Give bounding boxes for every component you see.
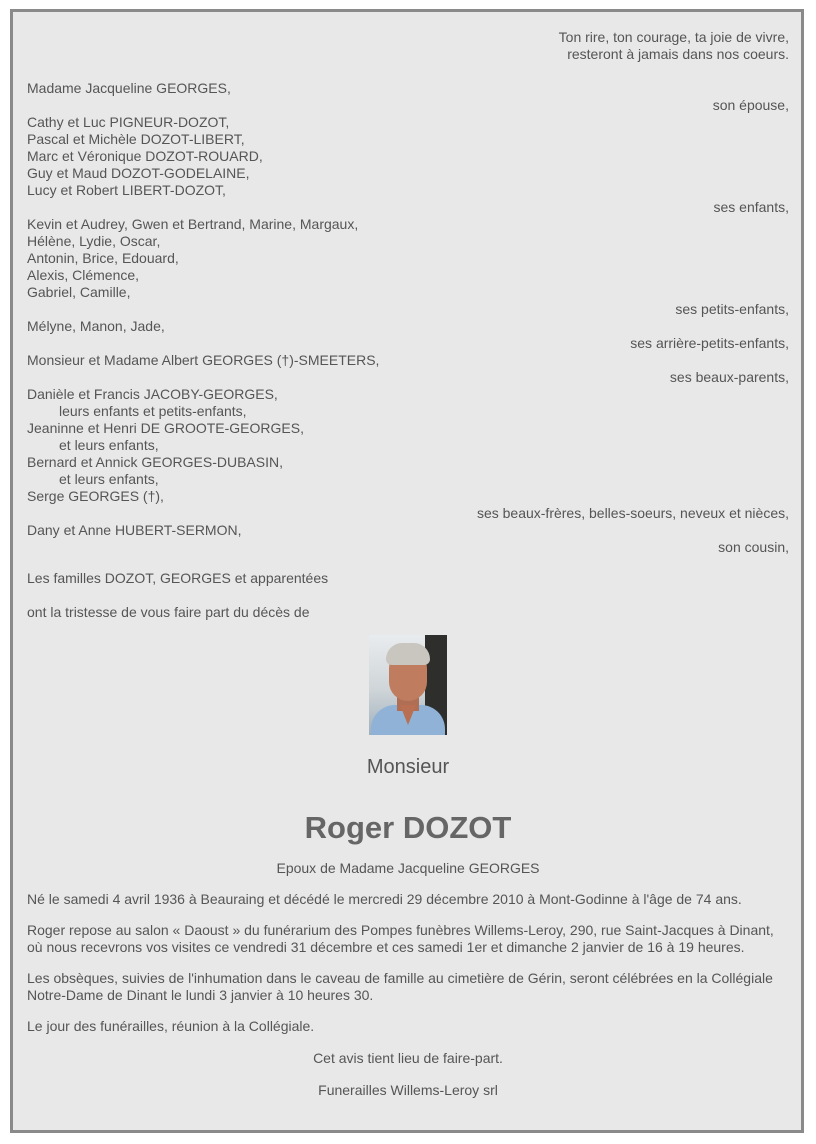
epigraph: [27, 29, 789, 63]
child-line: Lucy et Robert LIBERT-DOZOT,: [27, 182, 226, 198]
obituary-card: [10, 9, 804, 1133]
cousin: Dany et Anne HUBERT-SERMON,: [27, 522, 242, 538]
notice-line: Cet avis tient lieu de faire-part.: [313, 1050, 503, 1066]
spouse-name: Madame Jacqueline GEORGES,: [27, 80, 231, 96]
obituary-content: [27, 12, 789, 1099]
parents-in-law: Monsieur et Madame Albert GEORGES (†)-SMEETERS,: [27, 352, 380, 368]
in-law-line: Jeaninne et Henri DE GROOTE-GEORGES,: [27, 420, 304, 436]
in-law-line: Danièle et Francis JACOBY-GEORGES,: [27, 386, 278, 402]
grandchild-line: Kevin et Audrey, Gwen et Bertrand, Marine, Margaux,: [27, 216, 359, 232]
in-law-line: leurs enfants et petits-enfants,: [59, 403, 247, 419]
in-law-line: Serge GEORGES (†),: [27, 488, 164, 504]
announcement-line: ont la tristesse de vous faire part du décès de: [27, 604, 310, 620]
child-line: Guy et Maud DOZOT-GODELAINE,: [27, 165, 250, 181]
spouse-line: Epoux de Madame Jacqueline GEORGES: [276, 860, 540, 876]
grandchild-line: Alexis, Clémence,: [27, 267, 140, 283]
great-grandchildren: Mélyne, Manon, Jade,: [27, 318, 165, 334]
grandchild-line: Antonin, Brice, Edouard,: [27, 250, 179, 266]
funeral-paragraph: Les obsèques, suivies de l'inhumation dans le caveau de famille au cimetière de Gérin, seront célébrées en la Collégiale Notre-Dame de Dinant le lundi 3 janvier à 10 heures 30.: [27, 970, 773, 1003]
spouse-role: son épouse,: [712, 97, 789, 113]
grandchildren-role: ses petits-enfants,: [675, 301, 789, 317]
photo-container: [27, 635, 789, 735]
reunion-paragraph: Le jour des funérailles, réunion à la Collégiale.: [27, 1018, 315, 1034]
in-law-line: Bernard et Annick GEORGES-DUBASIN,: [27, 454, 283, 470]
child-line: Pascal et Michèle DOZOT-LIBERT,: [27, 131, 245, 147]
grandchild-line: Hélène, Lydie, Oscar,: [27, 233, 161, 249]
cousin-role: son cousin,: [718, 539, 789, 555]
children-role: ses enfants,: [713, 199, 789, 215]
portrait-photo: [369, 635, 447, 735]
child-line: Marc et Véronique DOZOT-ROUARD,: [27, 148, 263, 164]
in-law-line: et leurs enfants,: [59, 471, 159, 487]
great-grandchildren-role: ses arrière-petits-enfants,: [630, 335, 789, 351]
in-laws-role: ses beaux-frères, belles-soeurs, neveux et nièces,: [476, 505, 789, 521]
epigraph-line: resteront à jamais dans nos coeurs.: [567, 46, 789, 62]
rests-paragraph: Roger repose au salon « Daoust » du funérarium des Pompes funèbres Willems-Leroy, 290, rue Saint-Jacques à Dinant, où nous recevrons vos visites ce vendredi 31 décembre et ces samedi 1er et dimanche 2 janvier de 16 à 19 heures.: [27, 922, 774, 955]
deceased-title: Monsieur: [366, 756, 450, 778]
in-law-line: et leurs enfants,: [59, 437, 159, 453]
deceased-name: Roger DOZOT: [304, 810, 512, 845]
child-line: Cathy et Luc PIGNEUR-DOZOT,: [27, 114, 230, 130]
birth-paragraph: Né le samedi 4 avril 1936 à Beauraing et décédé le mercredi 29 décembre 2010 à Mont-Godinne à l'âge de 74 ans.: [27, 891, 742, 907]
funeral-home: Funerailles Willems-Leroy srl: [318, 1082, 498, 1098]
grandchild-line: Gabriel, Camille,: [27, 284, 131, 300]
families-line: Les familles DOZOT, GEORGES et apparentées: [27, 570, 329, 586]
epigraph-line: Ton rire, ton courage, ta joie de vivre,: [558, 29, 789, 45]
parents-in-law-role: ses beaux-parents,: [669, 369, 789, 385]
